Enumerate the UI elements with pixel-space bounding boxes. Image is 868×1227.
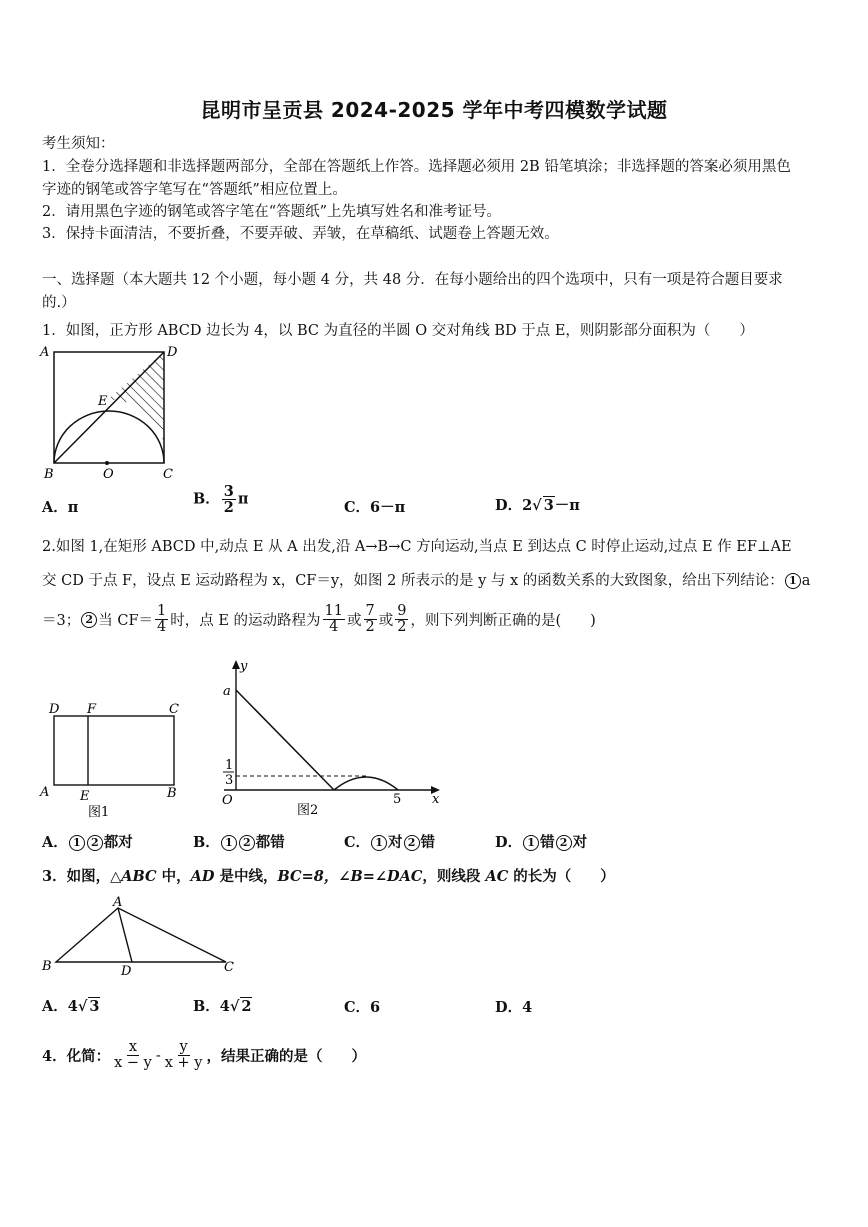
fig2-label-x: x bbox=[432, 792, 440, 807]
q3-label-c: C bbox=[224, 960, 234, 975]
q4-stem: 4．化简： $\frac{x}{x - y}$ - $\frac{y}{x + y}$ ，结果正确的是（ ） bbox=[42, 1039, 366, 1072]
fig1-label-e: E bbox=[80, 789, 90, 804]
fig1-label-c: C bbox=[169, 702, 179, 717]
rectangle-abcd bbox=[54, 716, 174, 785]
fig2-caption: 图2 bbox=[297, 803, 319, 818]
label-d: D bbox=[167, 345, 178, 360]
q1-stem: 1．如图，正方形 ABCD 边长为 4，以 BC 为直径的半圆 O 交对角线 BD 于点 E，则阴影部分面积为（ ） bbox=[42, 323, 754, 339]
graph-line bbox=[236, 690, 334, 790]
fig1-label-b: B bbox=[167, 786, 177, 801]
label-a: A bbox=[40, 345, 50, 360]
fig1-label-d: D bbox=[49, 702, 60, 717]
q2-option-b: B． 1 2 都错 bbox=[193, 834, 285, 851]
semicircle bbox=[54, 411, 164, 463]
fig2-label-y: y bbox=[240, 659, 248, 674]
fig2-label-a: a bbox=[223, 684, 231, 699]
page-title: 昆明市呈贡县 2024-2025 学年中考四模数学试题 bbox=[200, 98, 668, 122]
triangle-abc bbox=[56, 908, 226, 962]
q2-stem-3: ＝3； 2 当 CF＝ $\frac{1}{4}$ 时，点 E 的运动路程为 $\frac{11}{4}$ 或 $\frac{7}{2}$ 或 $\frac{9}{2}$ ，则下列判断正确的是( ) bbox=[42, 603, 596, 636]
notice-heading: 考生须知： bbox=[42, 136, 115, 152]
label-o: O bbox=[103, 467, 114, 482]
fig2-label-o: O bbox=[222, 793, 233, 808]
graph-arc bbox=[334, 777, 398, 790]
q3-option-a: A．4√ 3 bbox=[42, 998, 100, 1015]
notice-item-1: 1．全卷分选择题和非选择题两部分，全部在答题纸上作答。选择题必须用 2B 铅笔填涂；非选择题的答案必须用黑色 bbox=[42, 159, 791, 175]
q2-stem-1: 2.如图 1,在矩形 ABCD 中,动点 E 从 A 出发,沿 A→B→C 方向运动,当点 E 到达点 C 时停止运动,过点 E 作 EF⊥AE bbox=[42, 539, 792, 555]
y-axis-arrow bbox=[232, 660, 240, 669]
q2-figure-1 bbox=[34, 696, 194, 826]
q2-option-c: C． 1 对 2 错 bbox=[344, 834, 436, 851]
fig1-label-f: F bbox=[87, 702, 97, 717]
notice-item-2: 2．请用黑色字迹的钢笔或答字笔在“答题纸”上先填写姓名和准考证号。 bbox=[42, 204, 502, 220]
q1-option-c: C．6－π bbox=[344, 499, 406, 516]
notice-item-1-cont: 字迹的钢笔或答字笔写在“答题纸”相应位置上。 bbox=[42, 182, 347, 198]
q3-label-d: D bbox=[121, 964, 132, 979]
fig2-label-one: 1 bbox=[225, 758, 234, 773]
fig2-label-five: 5 bbox=[393, 792, 402, 807]
q1-option-d: D．2√ 3－π bbox=[495, 497, 580, 514]
median-ad bbox=[118, 908, 132, 962]
center-point bbox=[105, 461, 109, 465]
q3-label-b: B bbox=[42, 959, 52, 974]
q3-label-a: A bbox=[113, 895, 123, 910]
q3-option-b: B．4√ 2 bbox=[193, 998, 252, 1015]
q3-stem: 3．如图，△ABC 中，AD 是中线，BC=8，∠B=∠DAC，则线段 AC 的长为（ ） bbox=[42, 868, 615, 885]
fig1-label-a: A bbox=[40, 785, 50, 800]
q2-option-d: D． 1 错 2 对 bbox=[495, 834, 588, 851]
notice-item-3: 3．保持卡面清洁，不要折叠，不要弄破、弄皱，在草稿纸、试题卷上答题无效。 bbox=[42, 226, 559, 242]
q3-option-d: D．4 bbox=[495, 999, 533, 1016]
q2-stem-2: 交 CD 于点 F，设点 E 运动路程为 x，CF＝y，如图 2 所表示的是 y 与 x 的函数关系的大致图象，给出下列结论： 1 a bbox=[42, 573, 811, 589]
label-b: B bbox=[44, 467, 54, 482]
fig2-label-three: 3 bbox=[225, 773, 234, 788]
q3-option-c: C．6 bbox=[344, 999, 381, 1016]
section-heading-cont: 的.） bbox=[42, 295, 76, 311]
label-e: E bbox=[98, 394, 108, 409]
q3-figure bbox=[34, 890, 244, 980]
q2-option-a: A． 1 2 都对 bbox=[42, 834, 133, 851]
label-c: C bbox=[163, 467, 173, 482]
shaded-region bbox=[107, 352, 165, 463]
q1-figure bbox=[36, 342, 186, 482]
q1-option-a: A．π bbox=[42, 499, 79, 516]
fig1-caption: 图1 bbox=[88, 805, 110, 820]
section-heading: 一、选择题（本大题共 12 个小题，每小题 4 分，共 48 分．在每小题给出的四个选项中，只有一项是符合题目要求 bbox=[42, 272, 783, 288]
q2-figure-2 bbox=[214, 656, 446, 822]
q1-option-b: B． $\frac{3}{2}$ π bbox=[193, 483, 249, 517]
